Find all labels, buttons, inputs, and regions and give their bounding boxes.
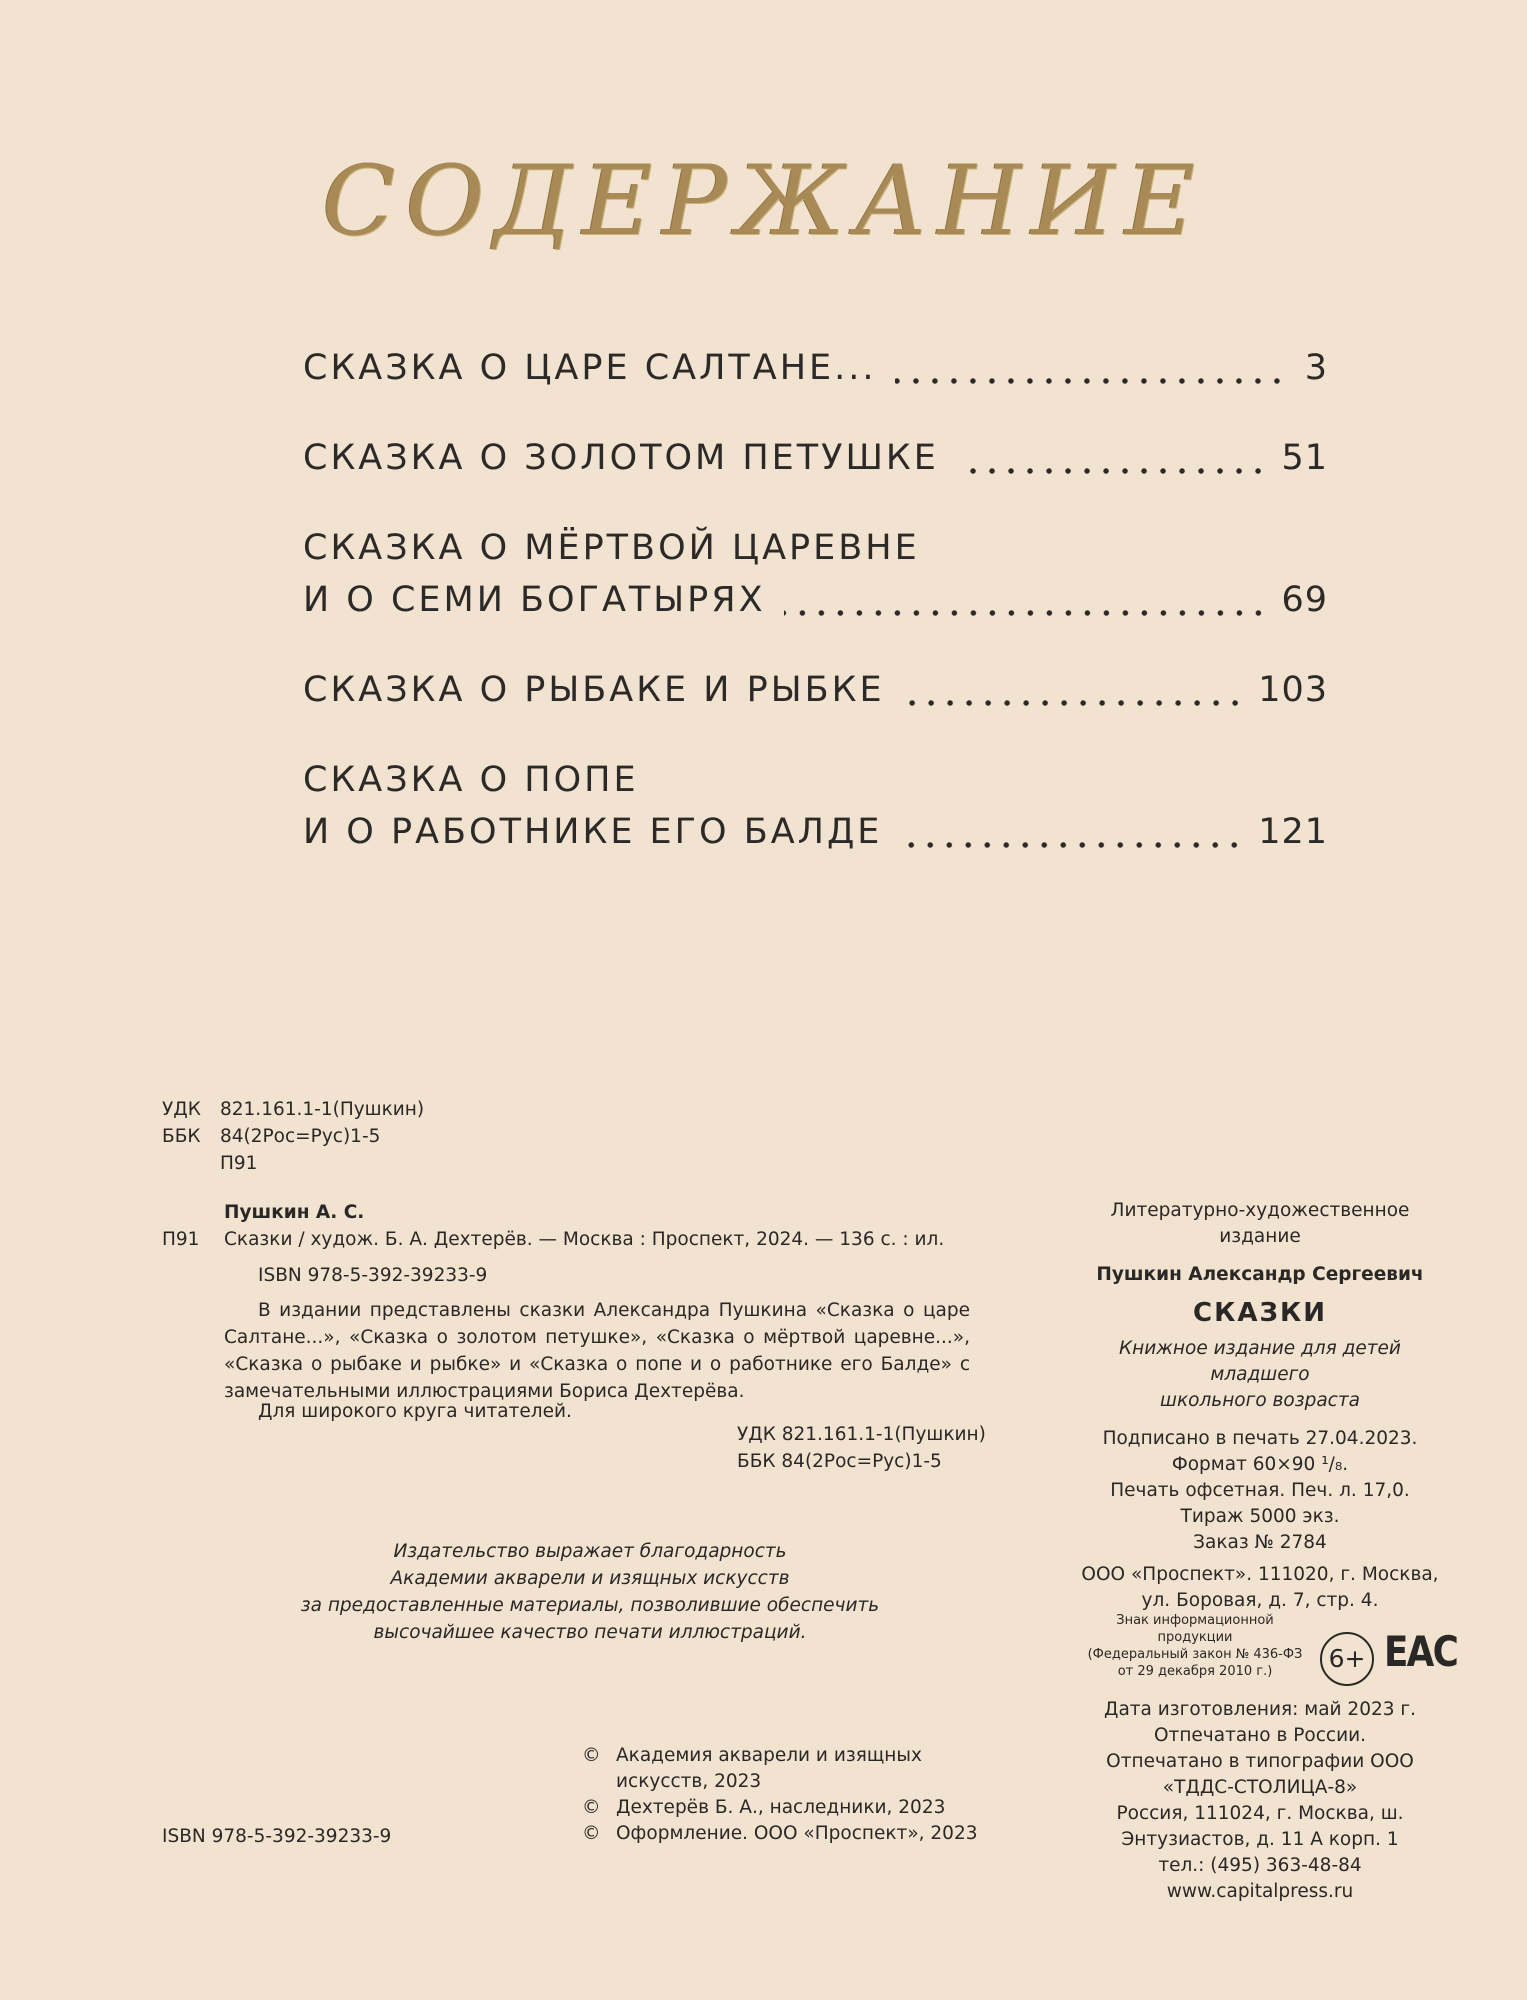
imprint-genre-continued: издание [1219, 1226, 1301, 1247]
imprint-order: Заказ № 2784 [1193, 1532, 1327, 1553]
imprint-block [1070, 1198, 1450, 1614]
toc-entry-title: СКАЗКА О ЗОЛОТОМ ПЕТУШКЕ [303, 438, 939, 478]
record-isbn: ISBN 978-5-392-39233-9 [258, 1265, 488, 1286]
toc-entry-title: СКАЗКА О ПОПЕ [303, 760, 639, 800]
toc-page-number: 3 [1304, 348, 1328, 388]
record-audience: Для широкого круга читателей. [258, 1401, 572, 1422]
copyright-block [582, 1743, 1022, 1847]
copyright-line: искусств, 2023 [616, 1771, 762, 1792]
toc-page-number: 121 [1258, 812, 1328, 852]
toc-leader-dots [900, 842, 1244, 848]
toc-leader-dots [895, 378, 1286, 384]
imprint-audience-continued: школьного возраста [1160, 1390, 1360, 1411]
copyright-icon: © [582, 1797, 601, 1818]
udk-label: УДК [162, 1099, 201, 1120]
toc-entry-title: СКАЗКА О МЁРТВОЙ ЦАРЕВНЕ [303, 528, 920, 568]
acknowledgement [260, 1538, 920, 1646]
copyright-icon: © [582, 1745, 601, 1766]
copyright-line: Академия акварели и изящных [616, 1745, 922, 1766]
printing-info [1070, 1697, 1450, 1905]
imprint-run: Тираж 5000 экз. [1180, 1506, 1340, 1527]
imprint-publisher-address: ул. Боровая, д. 7, стр. 4. [1141, 1590, 1379, 1611]
made-date: Дата изготовления: май 2023 г. [1103, 1699, 1416, 1720]
imprint-format: Формат 60×90 ¹/₈. [1171, 1454, 1349, 1475]
toc-page-number: 103 [1258, 670, 1328, 710]
copyright-line: Дехтерёв Б. А., наследники, 2023 [616, 1797, 946, 1818]
age-rating-icon: 6+ [1320, 1632, 1374, 1686]
printer-line: Отпечатано в типографии ООО [1106, 1751, 1414, 1772]
toc-entry-priest[interactable] [303, 760, 1328, 864]
toc-entry-dead-princess[interactable] [303, 528, 1328, 632]
info-product-sign [1080, 1612, 1310, 1680]
toc-entry-saltan[interactable] [303, 348, 1328, 400]
classification-codes [162, 1096, 424, 1177]
acknowledgement-line: Академии акварели и изящных искусств [390, 1568, 790, 1589]
imprint-signed: Подписано в печать 27.04.2023. [1102, 1428, 1418, 1449]
imprint-audience: Книжное издание для детей младшего [1119, 1338, 1401, 1385]
author-sign: П91 [220, 1153, 258, 1174]
toc-entry-title: СКАЗКА О ЦАРЕ САЛТАНЕ... [303, 348, 877, 388]
toc-page-number: 69 [1281, 580, 1328, 620]
toc-leader-dots [957, 468, 1268, 474]
toc-page-number: 51 [1281, 438, 1328, 478]
bottom-isbn: ISBN 978-5-392-39233-9 [162, 1826, 392, 1847]
toc-entry-fisherman[interactable] [303, 670, 1328, 722]
printer-phone: тел.: (495) 363-48-84 [1158, 1855, 1362, 1876]
website-link[interactable]: www.capitalpress.ru [1166, 1881, 1354, 1902]
acknowledgement-line: Издательство выражает благодарность [393, 1541, 787, 1562]
acknowledgement-line: за предоставленные материалы, позволившие обеспечить [300, 1595, 880, 1616]
record-author: Пушкин А. С. [224, 1202, 365, 1223]
imprint-genre: Литературно-художественное [1110, 1200, 1410, 1221]
udk-value: 821.161.1-1(Пушкин) [220, 1099, 425, 1120]
imprint-print: Печать офсетная. Печ. л. 17,0. [1110, 1480, 1410, 1501]
record-description: Сказки / худож. Б. А. Дехтерёв. — Москва : Проспект, 2024. — 136 с. : ил. [224, 1229, 945, 1250]
info-sign-line: от 29 декабря 2010 г.) [1117, 1664, 1273, 1679]
printer-address: Россия, 111024, г. Москва, ш. [1116, 1803, 1404, 1824]
toc-entry-title-continued: И О СЕМИ БОГАТЫРЯХ [303, 580, 766, 620]
copyright-line: Оформление. ООО «Проспект», 2023 [616, 1823, 978, 1844]
toc-entry-title: СКАЗКА О РЫБАКЕ И РЫБКЕ [303, 670, 885, 710]
printer-address-continued: Энтузиастов, д. 11 А корп. 1 [1121, 1829, 1399, 1850]
bbk-value: 84(2Рос=Рус)1-5 [220, 1126, 381, 1147]
toc-entry-cockerel[interactable] [303, 438, 1328, 490]
toc-leader-dots [903, 700, 1245, 706]
imprint-book-title: СКАЗКИ [1193, 1298, 1327, 1328]
imprint-author: Пушкин Александр Сергеевич [1096, 1264, 1424, 1285]
printer-name: «ТДДС-СТОЛИЦА-8» [1162, 1777, 1358, 1798]
toc-entry-title-continued: И О РАБОТНИКЕ ЕГО БАЛДЕ [303, 812, 883, 852]
toc-leader-dots [784, 610, 1268, 616]
copyright-icon: © [582, 1823, 601, 1844]
record-udk: УДК 821.161.1-1(Пушкин) [737, 1424, 986, 1445]
info-sign-line: продукции [1157, 1630, 1233, 1645]
record-annotation: В издании представлены сказки Александра Пушкина «Сказка о царе Салтане...», «Сказка о золотом петушке», «Сказка о мёртвой царевне...», «Сказка о рыбаке и рыбке» и «Сказка о попе и о работнике его Балде» с замечательными иллюстрациями Бориса Дехтерёва. [224, 1300, 970, 1402]
acknowledgement-line: высочайшее качество печати иллюстраций. [373, 1622, 807, 1643]
made-in: Отпечатано в России. [1153, 1725, 1367, 1746]
imprint-publisher: ООО «Проспект». 111020, г. Москва, [1081, 1564, 1439, 1585]
info-sign-line: Знак информационной [1116, 1613, 1274, 1628]
record-sign: П91 [162, 1229, 200, 1250]
bbk-label: ББК [162, 1126, 201, 1147]
eac-mark-icon: ЕАС [1384, 1627, 1458, 1676]
record-bbk: ББК 84(2Рос=Рус)1-5 [737, 1451, 942, 1472]
info-sign-line: (Федеральный закон № 436-ФЗ [1087, 1647, 1303, 1662]
page-title: СОДЕРЖАНИЕ [322, 145, 1205, 257]
